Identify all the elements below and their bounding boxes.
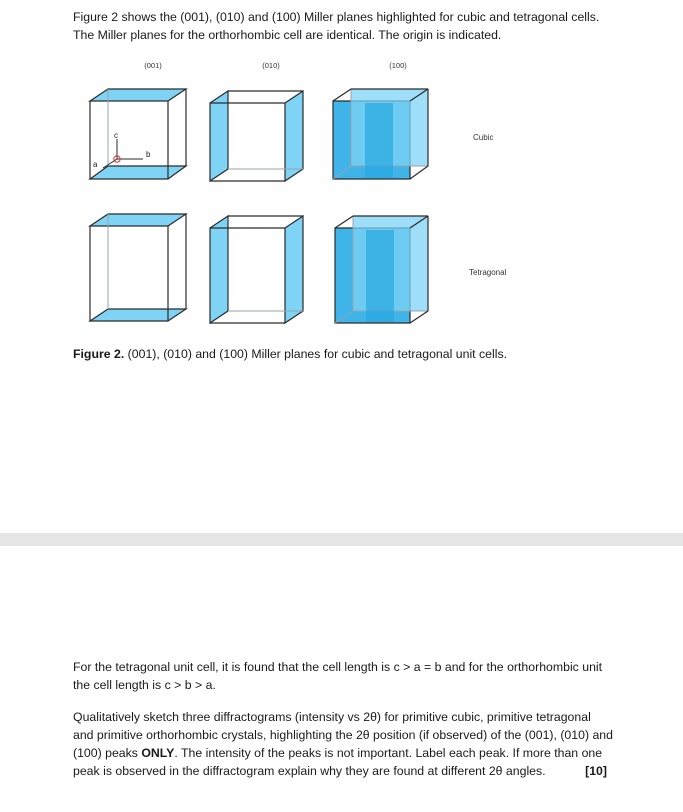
question-marks: [10]	[585, 764, 607, 778]
cubic-cell-100	[333, 89, 428, 179]
row-label-tetragonal: Tetragonal	[469, 268, 507, 277]
question-text-part-1: Qualitatively sketch three diffractograms (intensity vs 2θ) for primitive cubic, primitive tetragonal and primitive orthorhombic crystals, highlighting the 2θ position (if observed) of the (001), (010) and (100) peaks	[73, 710, 613, 760]
question-paragraph	[73, 708, 613, 780]
column-label-100: (100)	[389, 61, 407, 70]
column-label-010: (010)	[262, 61, 280, 70]
column-label-001: (001)	[144, 61, 162, 70]
cubic-cell-010	[210, 91, 303, 181]
row-label-cubic: Cubic	[473, 133, 494, 142]
axis-label-b: b	[146, 150, 151, 159]
question-emphasis: ONLY	[141, 746, 175, 760]
caption-text: (001), (010) and (100) Miller planes for cubic and tetragonal unit cells.	[124, 347, 508, 361]
cell-length-paragraph: For the tetragonal unit cell, it is found that the cell length is c > a = b and for the orthorhombic unit the cell length is c > b > a.	[73, 660, 603, 692]
question-text-part-2: . The intensity of the peaks is not important. Label each peak. If more than one peak is observed in the diffractogram explain why they are found at different 2θ angles.	[73, 746, 603, 778]
tetragonal-cell-001	[90, 214, 186, 321]
axis-label-a: a	[93, 160, 98, 169]
page-break	[0, 533, 683, 546]
tetragonal-cell-010	[210, 216, 303, 323]
intro-paragraph: Figure 2 shows the (001), (010) and (100) Miller planes highlighted for cubic and tetragonal cells. The Miller planes for the orthorhombic cell are identical. The origin is indicated.	[73, 10, 600, 42]
cubic-cell-001	[90, 89, 186, 179]
axis-label-c: c	[114, 131, 118, 140]
document-page-2	[0, 546, 683, 812]
figure-caption	[73, 345, 613, 363]
tetragonal-cell-100	[335, 216, 428, 323]
caption-label: Figure 2.	[73, 347, 125, 361]
miller-planes-figure	[73, 56, 553, 331]
